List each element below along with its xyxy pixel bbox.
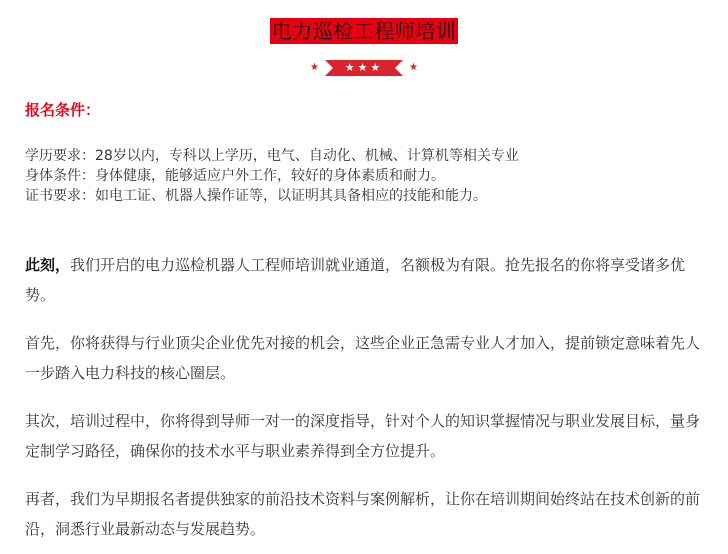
paragraph-third: 再者，我们为早期报名者提供独家的前沿技术资料与案例解析，让你在培训期间始终站在技术创新的前沿，洞悉行业最新动态与发展趋势。 bbox=[25, 490, 701, 538]
paragraph-lead: 此刻， bbox=[25, 256, 71, 274]
paragraph-second: 其次，培训过程中，你将得到导师一对一的深度指导，针对个人的知识掌握情况与职业发展目标，量身定制学习路径，确保你的技术水平与职业素养得到全方位提升。 bbox=[25, 412, 701, 460]
star-icon-right: ★ bbox=[409, 62, 418, 73]
ribbon-banner bbox=[325, 60, 403, 76]
paragraph-first: 首先，你将获得与行业顶尖企业优先对接的机会，这些企业正急需专业人才加入，提前锁定意味着先人一步踏入电力科技的核心圈层。 bbox=[25, 334, 701, 382]
requirements-list bbox=[25, 146, 715, 206]
decorative-ribbon bbox=[0, 58, 728, 78]
ribbon-stars-icon: ★★★ bbox=[344, 61, 384, 74]
star-icon-left: ★ bbox=[310, 62, 319, 73]
requirement-education: 学历要求：28岁以内，专科以上学历，电气、自动化、机械、计算机等相关专业 bbox=[25, 148, 519, 164]
title-container bbox=[0, 18, 728, 44]
paragraph-now bbox=[25, 250, 705, 310]
requirement-physical: 身体条件：身体健康，能够适应户外工作，较好的身体素质和耐力。 bbox=[25, 168, 445, 184]
requirement-certificate: 证书要求：如电工证、机器人操作证等，以证明其具备相应的技能和能力。 bbox=[25, 188, 487, 204]
requirements-heading: 报名条件： bbox=[25, 101, 101, 119]
page-title: 电力巡检工程师培训 bbox=[271, 19, 457, 43]
paragraph-text: 我们开启的电力巡检机器人工程师培训就业通道，名额极为有限。抢先报名的你将享受诸多优势。 bbox=[25, 256, 686, 304]
